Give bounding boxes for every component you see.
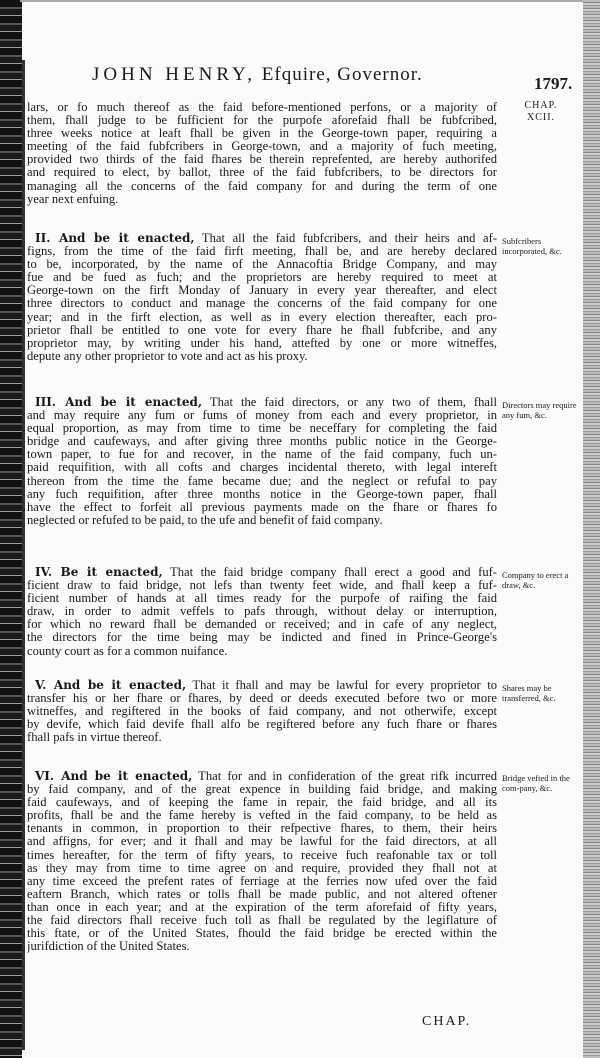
text-line: lars, or fo much thereof as the faid before-mentioned perfons, or a majority of (27, 101, 497, 114)
scan-right-edge (583, 0, 600, 1058)
text-line (27, 232, 497, 245)
text-line: any fuch requifition, after three months notice in the George-town paper, fhall (27, 487, 497, 501)
text-line: bridge and caufeways, and after giving three months public notice in the George- (27, 435, 497, 449)
text-line: equal proportion, as may from time to time be neceffary for completing the faid (27, 422, 497, 436)
text-line: tenants in common, in proportion to their refpective fhares, to them, their heirs (27, 822, 497, 836)
section-opening: IV. Be it enacted, (35, 566, 163, 579)
text-line: profits, fhall be and the fame hereby is vefted in the faid company, to be held as (27, 809, 497, 823)
text-line: provided two thirds of the faid fhares be therein reprefented, are hereby authorifed (27, 153, 497, 167)
section-opening: II. And be it enacted, (35, 232, 195, 245)
governor-title: Efquire, Governor. (261, 64, 423, 85)
margin-note: Company to erect a draw, &c. (502, 570, 569, 590)
text-line: have the effect to forfeit all previous payments made on the fhare or fhares fo (27, 500, 497, 514)
text-line: meeting of the faid fubfcribers in George-town, and a majority of fuch meeting, (27, 140, 497, 154)
text-line: ficient number of hands at all times ready for the purpofe of raifing the faid (27, 592, 497, 606)
text-line: neglected or refufed to be paid, to the ufe and benefit of faid company. (27, 513, 383, 527)
text-line: town paper, to fue for and recover, in the name of the faid company, fuch un- (27, 448, 497, 462)
text-line: county court as for a common nuifance. (27, 644, 228, 658)
section-opening: VI. And be it enacted, (35, 770, 193, 783)
text-line: paid requifition, with all cofts and charges incidental thereto, with legal intereft (27, 461, 497, 475)
text-line: George-town on the firft Monday of January in every year thereafter, and elect (27, 284, 497, 298)
scan-gutter-line (22, 60, 25, 1050)
text-line: prietor fhall be entitled to one vote for every fhare he fhall fubfcribe, and any (27, 323, 497, 337)
line-text: That the faid bridge company fhall erect a good and fuf- (170, 566, 497, 579)
text-line: them, fhall judge to be fufficient for the purpofe aforefaid fhall be fubfcribed, (27, 114, 497, 128)
year: 1797. (534, 74, 573, 93)
line-text: That all the faid fubfcribers, and their heirs and af- (201, 232, 497, 245)
text-line: thereon from the time the fame became due; and the neglect or refufal to pay (27, 474, 497, 488)
text-line: ficient draw to faid bridge, not lefs than twenty feet wide, and fhall keep a fuf- (27, 579, 497, 593)
text-line: proprietor may, by writing under his hand, attefted by one or more witneffes, (27, 336, 497, 350)
line-text: That the faid directors, or any two of them, fhall (209, 396, 497, 409)
text-line: year next enfuing. (27, 192, 119, 206)
text-line (27, 770, 497, 783)
section-opening: III. And be it enacted, (35, 396, 203, 409)
section-6 (27, 770, 497, 953)
text-line: figns, from the time of the faid firft meeting, fhall be, and are hereby declared (27, 245, 497, 259)
line-text: That it fhall and may be lawful for every proprietor to (192, 679, 497, 692)
text-line: jurifdiction of the United States. (27, 940, 190, 954)
text-line (27, 566, 497, 579)
margin-note: Bridge vefted in the com-pany, &c. (502, 773, 570, 793)
margin-note: Subfcribers incorporated, &c. (502, 236, 562, 256)
text-line: managing all the concerns of the faid company for and during the term of one (27, 179, 497, 193)
governor-name: JOHN HENRY, (92, 64, 257, 85)
text-line: times hereafter, for the term of fifty years, to receive fuch reafonable tax or toll (27, 848, 497, 862)
section-5 (27, 679, 497, 744)
running-head (92, 64, 423, 86)
text-line: three directors to conduct and manage the concerns of the faid company for one (27, 297, 497, 311)
chapter-marker (508, 100, 574, 124)
text-line: the faid directors fhall receive fuch toll as fhall be regulated by the legiflature of (27, 914, 497, 928)
text-line: draw, in order to admit veffels to pafs through, without delay or interruption, (27, 605, 497, 619)
text-line: the directors for the time being may be indicted and fined in Prince-George's (27, 631, 497, 645)
text-line: fue and be fued as fuch; and the proprietors are hereby required to meet at (27, 271, 497, 285)
chapter-label: CHAP. (524, 100, 558, 111)
margin-note: Shares may be transferred, &c. (502, 683, 556, 703)
text-line: fhall pafs in virtue thereof. (27, 731, 162, 745)
margin-note: Directors may require any fum, &c. (502, 400, 577, 420)
text-line: as they may from time to time agree on and require, provided they fhall not at (27, 861, 497, 875)
section-4 (27, 566, 497, 658)
text-line: this ftate, or of the United States, fhould the faid bridge be erected within the (27, 927, 497, 941)
text-line (27, 679, 497, 692)
scan-left-edge (0, 0, 22, 1058)
text-line: transfer his or her fhare or fhares, by deed or deeds executed before two or more (27, 692, 497, 706)
catchword: CHAP. (422, 1014, 472, 1029)
text-line: faid caufeways, and of keeping the fame in repair, the faid bridge, and all its (27, 796, 497, 810)
scan-top-edge (20, 0, 583, 2)
text-line: any time exceed the prefent rates of ferriage at the ferries now ufed over the faid (27, 874, 497, 888)
text-line: three weeks notice at leaft fhall be given in the George-town paper, requiring a (27, 127, 497, 141)
text-line: for which no reward fhall be demanded or received; and in cafe of any neglect, (27, 618, 497, 632)
text-line (27, 396, 497, 409)
text-line: by faid company, and of the great expence in building faid bridge, and making (27, 783, 497, 797)
section-1 (27, 101, 497, 206)
chapter-number: XCII. (526, 112, 556, 123)
text-line: to be, incorporated, by the name of the Annacoftia Bridge Company, and may (27, 258, 497, 272)
text-line: year; and in the firft election, as well as in every election thereafter, each pro- (27, 310, 497, 324)
text-line: by devife, which faid devife fhall alfo be regiftered before any fuch fhare or fhares (27, 718, 497, 732)
text-line: eaftern Branch, which rates or tolls fhall be made public, and not altered oftener (27, 887, 497, 901)
text-line: and may require any fum or fums of money from each and every proprietor, in (27, 409, 497, 423)
text-line: depute any other proprietor to vote and act as his proxy. (27, 349, 308, 363)
text-line: and affigns, for ever; and it fhall and may be lawful for the faid directors, at all (27, 835, 497, 849)
text-line: than once in each year; and at the expiration of the term aforefaid of fifty years, (27, 900, 497, 914)
text-line: witneffes, and regiftered in the books of faid company, and not otherwife, except (27, 705, 497, 719)
line-text: That for and in confideration of the great rifk incurred (198, 770, 497, 783)
section-3 (27, 396, 497, 527)
section-2 (27, 232, 497, 363)
section-opening: V. And be it enacted, (35, 679, 187, 692)
text-line: and required to elect, by ballot, three of the faid fubfcribers, to be directors for (27, 166, 497, 180)
